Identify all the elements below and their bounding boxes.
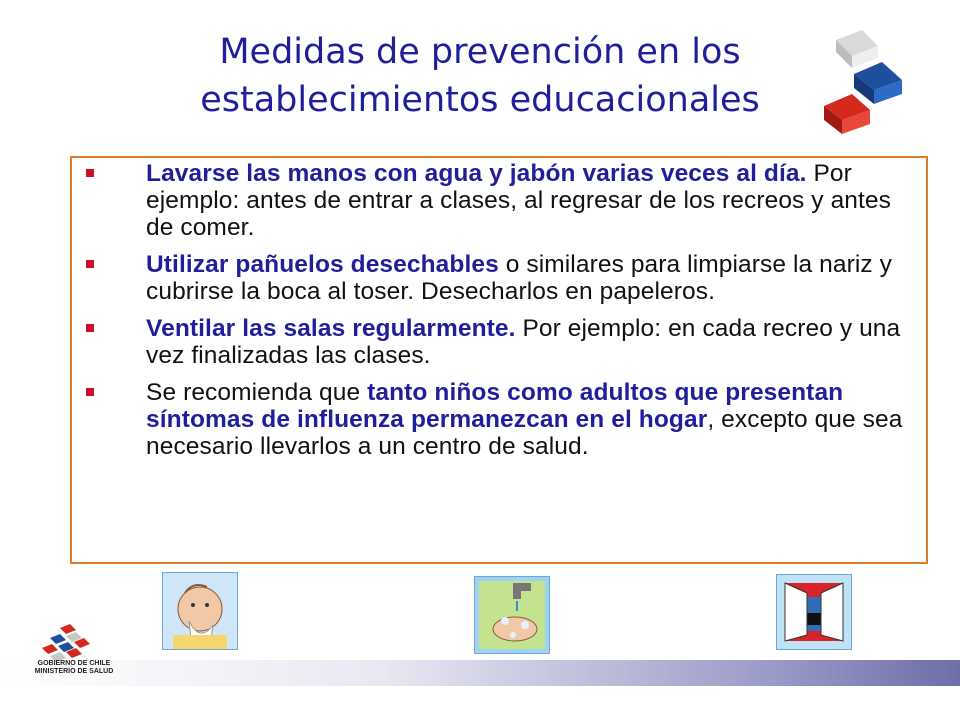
- bullet-text: Por ejemplo: antes de entrar a clases, al regresar de los recreos y antes de comer.: [146, 160, 891, 241]
- slide-title: [120, 28, 840, 124]
- gobierno-de-chile-label: [30, 660, 118, 676]
- bullet-marker-icon: [86, 169, 94, 177]
- ministry-logo-icon: [818, 28, 918, 148]
- bullet-marker-icon: [86, 260, 94, 268]
- hand-washing-icon: [474, 576, 550, 654]
- bullet-marker-icon: [86, 324, 94, 332]
- bullet-item: [78, 315, 918, 369]
- bullet-item: [78, 160, 918, 241]
- bullet-text: , excepto que sea necesario llevarlos a un centro de salud.: [146, 406, 903, 460]
- bullet-bold-text: tanto niños como adultos que presentan síntomas de influenza permanezcan en el hogar: [146, 379, 844, 433]
- bullet-bold-text: Utilizar pañuelos desechables: [146, 251, 499, 278]
- child-blowing-nose-icon: [162, 572, 238, 650]
- bullet-marker-icon: [86, 388, 94, 396]
- open-window-icon: [776, 574, 852, 650]
- logo-line-2: MINISTERIO DE SALUD: [34, 668, 114, 675]
- bullet-pre-text: Se recomienda que: [146, 379, 368, 406]
- title-line-1: Medidas de prevención en los: [219, 32, 741, 72]
- bullet-list: [78, 160, 918, 470]
- bullet-text: Por ejemplo: en cada recreo y una vez finalizadas las clases.: [146, 315, 901, 369]
- bullet-item: [78, 251, 918, 305]
- bullet-bold-text: Ventilar las salas regularmente.: [146, 315, 516, 342]
- footer-bar: [0, 660, 960, 686]
- bullet-text: o similares para limpiarse la nariz y cubrirse la boca al toser. Desecharlos en papeleros.: [146, 251, 893, 305]
- bullet-bold-text: Lavarse las manos con agua y jabón varias veces al día.: [146, 160, 807, 187]
- gobierno-de-chile-logo-icon: [36, 620, 106, 690]
- bullet-item: [78, 379, 918, 460]
- logo-line-1: GOBIERNO DE CHILE: [37, 660, 111, 667]
- title-line-2: establecimientos educacionales: [200, 80, 760, 120]
